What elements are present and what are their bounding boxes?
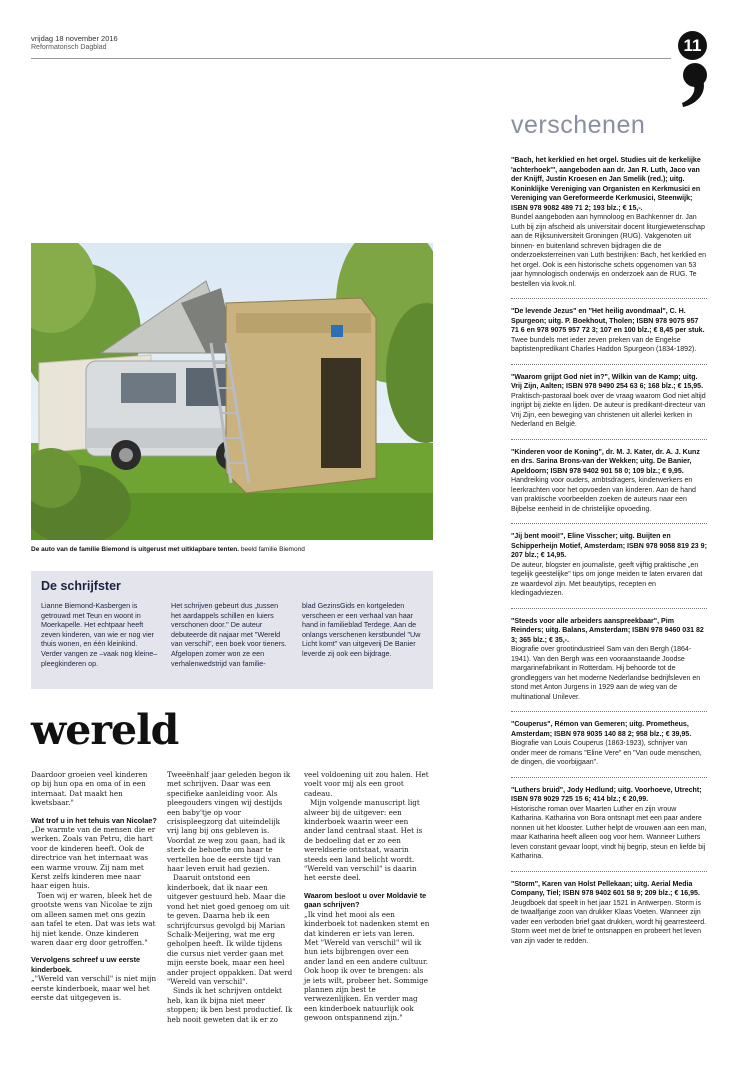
- interview-question: Vervolgens schreef u uw eerste kinderboek.: [31, 955, 141, 974]
- book-listings: [511, 156, 707, 963]
- photo-credit: beeld familie Biemond: [240, 546, 305, 553]
- article-headline: wereld: [31, 706, 179, 754]
- interview-question: Wat trof u in het tehuis van Nicolae?: [31, 815, 157, 825]
- article-paragraph: Daaruit ontstond een kinderboek, dat ik naar een uitgever gestuurd heb. Maar die vond het niet goed genoeg om uit te geven. Daarna heb ik een schrijfcursus gevolgd bij Marian Schalk-Meijering, wat me erg geholpen heeft. Ik wilde tijdens die cursus niet verder gaan met mijn eerste boek, maar een heel ander project oppakken. Dat werd "Wereld van verschil".: [167, 873, 293, 986]
- book-entry: [511, 617, 707, 713]
- book-entry-description: Jeugdboek dat speelt in het jaar 1521 in Antwerpen. Storm is de twaalfjarige zoon van drukker Klaas Voeten. Wanneer zijn vader een verboden brief gaat drukken, wordt hij gearresteerd. Storm weet met de brief te ontsnappen en probeert het leven van zijn vader te redden.: [511, 899, 707, 945]
- book-entry-description: De auteur, blogster en journaliste, geeft vijftig praktische „en tegelijk geestelijke" tips om jonge meiden te laten ervaren dat ze waardevol zijn. Met beautytips, recepten en kledingadviezen.: [511, 561, 703, 597]
- article-photo: [31, 243, 433, 540]
- book-entry: [511, 373, 707, 440]
- article-paragraph: „"Wereld van verschil" is niet mijn eerste kinderboek, maar wel het eerste dat uitgegeven is.: [31, 974, 157, 1002]
- book-entry-title: "Couperus", Rémon van Gemeren; uitg. Prometheus, Amsterdam; ISBN 978 9035 140 88 2; 958 blz.; € 39,95.: [511, 721, 692, 738]
- article-paragraph: Mijn volgende manuscript ligt alweer bij de uitgever: een kinderboek waarin weer een ander land centraal staat. Het is de bedoeling dat er zo een wereldserie ontstaat, waarin steeds een land belicht wordt. "Wereld van verschil" is daarin het eerste deel.: [304, 798, 423, 883]
- article-paragraph: veel voldoening uit zou halen. Het voelt voor mij als een groot cadeau.: [304, 770, 429, 798]
- interview-question: Waarom besloot u over Moldavië te gaan schrijven?: [304, 890, 427, 910]
- article-paragraph: Toen wij er waren, bleek het de grootste wens van Nicolae te zijn om alleen samen met ons gezin aan tafel te eten. Dat was iets wat hij niet kende. Onze kinderen waren daar erg door getroffen.": [31, 890, 156, 947]
- photo-caption-text: De auto van de familie Biemond is uitgerust met uitklapbare tenten.: [31, 546, 240, 553]
- article-column-3: [304, 770, 430, 1023]
- author-box-title: De schrijfster: [41, 579, 121, 593]
- newspaper-name: Reformatorisch Dagblad: [31, 44, 107, 51]
- book-entry: [511, 448, 707, 525]
- book-entry: [511, 880, 707, 956]
- book-entry-title: "Storm", Karen van Holst Pellekaan; uitg. Aerial Media Company, Tiel; ISBN 978 9402 601 58 9; 209 blz.; € 16,95.: [511, 880, 700, 897]
- book-entry-description: Historische roman over Maarten Luther en zijn vrouw Katharina. Katharina von Bora ontsnapt met een paar andere nonnen uit het klooster. Luther helpt de vrouwen aan een man, maar Katharina heeft alleen oog voor hem. Wanneer Luthers leven constant gevaar loopt, vindt hij begrip, steun en liefde bij Katharina.: [511, 805, 707, 860]
- book-entry-title: "Jij bent mooi!", Eline Visscher; uitg. Buijten en Schipperheijn Motief, Amsterdam; ISBN 978 9058 819 23 9; 207 blz.; € 14,95.: [511, 533, 707, 559]
- book-entry-description: Biografie over grootindustrieel Sam van den Bergh (1864-1941). Van den Bergh was een vooraanstaande Joodse margarinefabrikant in Rotterdam. Hij behoorde tot de grondleggers van het moderne Nederlandse bedrijfsleven en stond met Anton Jurgens in 1929 aan de wieg van de multinational Unilever.: [511, 646, 701, 701]
- book-entry: [511, 307, 707, 365]
- page-number-badge: 11: [678, 31, 707, 60]
- author-info-box: [31, 571, 433, 689]
- author-box-column-2: Het schrijven gebeurt dus „tussen het aardappels schillen en luiers verschonen door." De auteur debuteerde dit najaar met "Wereld van verschil", een boek voor tieners. Afgelopen zomer won ze een verhalenwedstrijd van familie-: [171, 601, 287, 668]
- book-entry-description: Twee bundels met ieder zeven preken van de Engelse baptistenpredikant Charles Haddon Spurgeon (1834-1892).: [511, 336, 697, 353]
- photo-caption: [31, 545, 433, 554]
- article-paragraph: „Ik vind het mooi als een kinderboek tot nadenken stemt en dat kinderen er iets van leren. Met "Wereld van verschil" wil ik hun iets bijbrengen over een ander land en een andere cultuur. Ook hoop ik over te brengen: als je iets wilt, probeer het. Sommige plannen zijn best te verwezenlijken. En verder mag een kinderboek natuurlijk ook gewoon ontspannend zijn.": [304, 909, 430, 1023]
- book-entry-description: Praktisch-pastoraal boek over de vraag waarom God niet altijd ingrijpt bij ziekte en lijden. De auteur is predikant-directeur van Vrij Zijn, een beweging van christenen uit allerlei kerken in Nederland en België.: [511, 392, 706, 428]
- book-entry-description: Handreiking voor ouders, ambtsdragers, kinderwerkers en leerkrachten voor het opvoeden van kinderen. Aan de hand van praktische voorbeelden zoeken de auteurs naar een Bijbelse eenheid in de christelijke opvoeding.: [511, 477, 696, 513]
- camper-tent-illustration: [31, 243, 433, 540]
- book-entry-title: "Kinderen voor de Koning", dr. M. J. Kater, dr. A. J. Kunz en drs. Sarina Brons-van der Wekken; uitg. De Banier, Apeldoorn; ISBN 978 9402 901 58 0; 109 blz.; € 9,95.: [511, 448, 700, 475]
- article-paragraph: Sinds ik het schrijven ontdekt heb, kan ik bijna niet meer stoppen; ik ben best productief. Ik heb nooit geweten dat ik er zo: [167, 986, 293, 1024]
- book-entry-title: "De levende Jezus" en "Het heilig avondmaal", C. H. Spurgeon; uitg. P. Boekhout, Tholen; ISBN 978 9075 957 71 6 en 978 9075 957 72 3; 107 en 100 blz.; € 8,45 per stuk.: [511, 308, 705, 334]
- book-entry-title: "Luthers bruid", Jody Hedlund; uitg. Voorhoeve, Utrecht; ISBN 978 9029 725 15 6; 414 blz.; € 20,99.: [511, 786, 702, 803]
- book-entry-title: "Steeds voor alle arbeiders aanspreekbaar", Pim Reinders; uitg. Balans, Amsterdam; ISBN 978 9460 031 82 3; 365 blz.; € 35,-.: [511, 617, 704, 644]
- book-entry: [511, 786, 707, 872]
- article-column-2: [167, 770, 293, 1024]
- author-box-column-1: Lianne Biemond-Kasbergen is getrouwd met Teun en woont in Moerkapelle. Het echtpaar heeft zeven kinderen, van wie er nog vier thuis wonen, en één kleinkind. Verder vangen ze –vaak nog kleine– pleegkinderen op.: [41, 601, 158, 668]
- article-paragraph: Daardoor groeien veel kinderen op bij hun opa en oma of in een internaat. Dat maakt hen kwetsbaar.": [31, 770, 148, 808]
- article-paragraph: Tweeënhalf jaar geleden begon ik met schrijven. Daar was een specifieke aanleiding voor. Als pleegouders vingen wij destijds een baby'tje op voor crisispleegzorg dat uiteindelijk vrij lang bij ons gebleven is. Voordat ze weg zou gaan, had ik sterk de behoefte om haar te vertellen hoe de eerste tijd van haar leven eruit had gezien.: [167, 770, 291, 874]
- book-entry-title: "Waarom grijpt God niet in?", Wilkin van de Kamp; uitg. Vrij Zijn, Aalten; ISBN 978 9490 254 63 6; 168 blz.; € 15,95.: [511, 373, 704, 390]
- author-box-column-3: blad GezinsGids en kortgeleden verscheen er een verhaal van haar hand in familieblad Terdege. Aan de onlangs verschenen kerstbundel "Uw Licht komt" van uitgeverij De Banier leverde zij ook een bijdrage.: [302, 601, 421, 658]
- article-paragraph: „De warmte van de mensen die er werken. Zoals van Petru, die hart voor de kinderen heeft. Ook de directrice van het internaat was een warme vrouw. Zij nam met Kerst zelfs kinderen mee naar haar eigen huis.: [31, 825, 156, 891]
- book-entry-description: Bundel aangeboden aan hymnoloog en Bachkenner dr. Jan Luth bij zijn afscheid als universitair docent liturgiewetenschap aan de Rijksuniversiteit Groningen (RUG). Vakgenoten uit binnen- en buitenland schreven bijdragen die de onderzoeksterreinen van Luth bestrijken: Bach, het kerklied en het orgel. Ook is een historische schets opgenomen van 53 jaar hymnologisch onderwijs en onderzoek aan de RUG. Te bestellen via kvok.nl.: [511, 214, 707, 288]
- section-title: verschenen: [511, 111, 646, 139]
- book-entry-title: "Bach, het kerklied en het orgel. Studies uit de kerkelijke 'achterhoek'", aangeboden aan dr. Jan R. Luth, Jaco van der Knijff, Justin Kroesen en Jan Smelik (red.); uitg. Koninklijke Vereniging van Organisten en Kerkmusici en Vereniging van Gereformeerde Kerkmusici, Steenwijk; ISBN 978 9082 489 71 2; 193 blz.; € 15,-.: [511, 157, 701, 212]
- book-entry: [511, 156, 707, 299]
- book-entry-description: Biografie van Louis Couperus (1863-1923), schrijver van onder meer de romans "Eline Vere" en "Van oude menschen, de dingen, die voorbijgaan".: [511, 740, 702, 766]
- book-entry: [511, 532, 707, 609]
- page-header: [31, 34, 118, 52]
- comma-logo-icon: [680, 62, 708, 108]
- book-entry: [511, 720, 707, 778]
- article-column-1: [31, 770, 157, 1002]
- header-divider: [31, 58, 671, 59]
- issue-date: vrijdag 18 november 2016: [31, 34, 118, 43]
